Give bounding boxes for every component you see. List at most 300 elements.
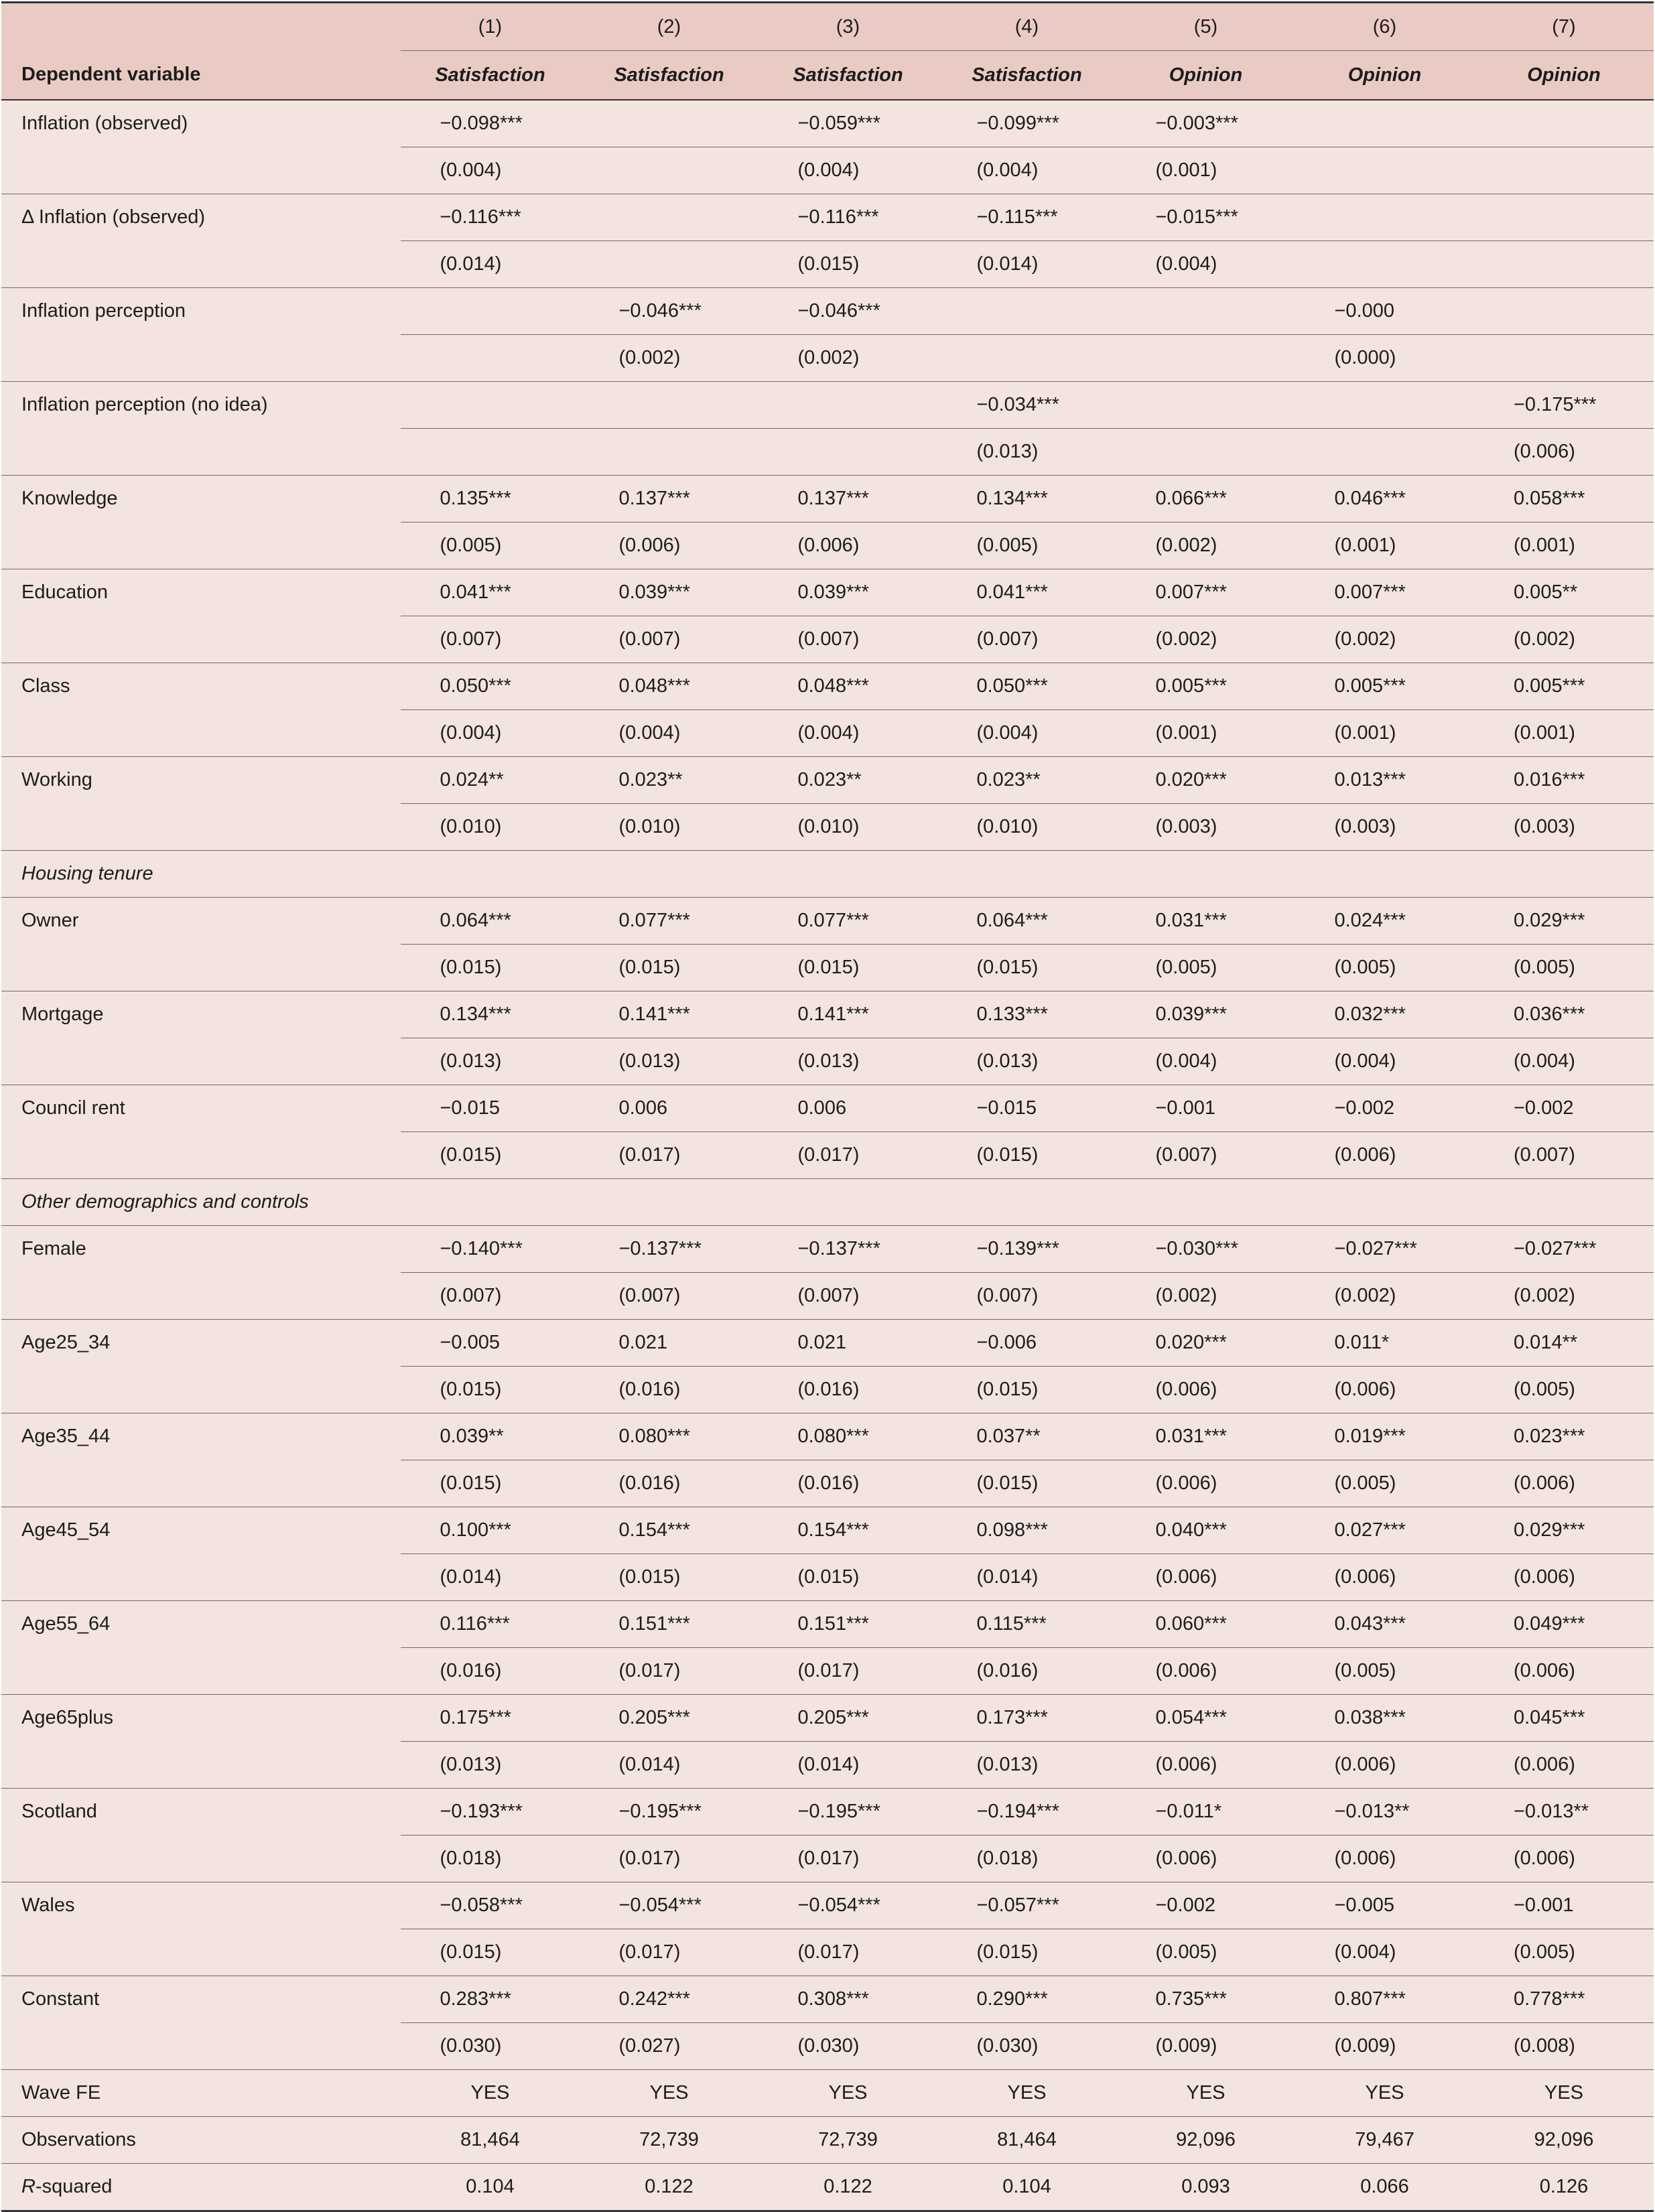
standard-error-value: (0.007) [440,1285,502,1306]
table-body [1,100,1654,2211]
standard-error-cell [1295,804,1474,851]
coefficient-value: −0.001 [1155,1097,1216,1119]
standard-error-value: (0.014) [797,1754,860,1775]
coefficient-value: −0.027*** [1514,1238,1597,1259]
standard-error-value: (0.005) [1155,957,1217,978]
standard-error-cell [401,335,580,382]
dependent-variable-name: Opinion [1474,51,1654,100]
dependent-variable-name: Satisfaction [580,51,758,100]
standard-error-cell [937,523,1116,569]
coefficient-value: 0.154*** [618,1519,690,1541]
statistic-value: YES [937,2070,1116,2117]
coefficient-cell [1116,991,1295,1038]
standard-error-cell [580,2023,758,2070]
standard-error-cell [1474,523,1654,569]
coefficient-value: 0.060*** [1155,1613,1227,1635]
standard-error-cell [1474,241,1654,288]
standard-error-value: (0.015) [440,1941,502,1963]
standard-error-cell [580,241,758,288]
coefficient-value: 0.038*** [1334,1707,1406,1728]
standard-error-value: (0.008) [1514,2035,1575,2057]
coefficient-cell [937,1413,1116,1460]
column-number: (1) [401,3,580,51]
coefficient-value: 0.023** [618,769,683,790]
coefficient-value: −0.046*** [797,300,880,322]
standard-error-cell [937,616,1116,663]
coefficient-value: 0.037** [976,1426,1041,1447]
standard-error-value: (0.006) [1334,1566,1396,1588]
coefficient-cell [580,757,758,804]
standard-error-cell [580,1836,758,1882]
statistic-value: 0.122 [758,2164,937,2211]
standard-error-value: (0.006) [1334,1848,1396,1869]
standard-error-cell [580,616,758,663]
variable-label: Class [1,663,401,757]
standard-error-cell [1295,710,1474,757]
standard-error-cell [580,1038,758,1085]
coefficient-cell [1474,1320,1654,1367]
standard-error-value: (0.006) [1155,1566,1217,1588]
standard-error-value: (0.017) [618,1660,681,1681]
coefficient-value: 0.100*** [440,1519,511,1541]
coefficient-cell [937,476,1116,523]
coefficient-cell [401,898,580,945]
coefficient-cell [401,1976,580,2023]
standard-error-cell [937,1648,1116,1695]
coefficient-value: 0.005** [1514,581,1578,603]
standard-error-cell [1116,429,1295,476]
standard-error-value: (0.015) [440,1144,502,1166]
statistic-value: 0.093 [1116,2164,1295,2211]
standard-error-cell [580,945,758,991]
standard-error-value: (0.001) [1514,535,1575,556]
standard-error-value: (0.007) [797,1285,860,1306]
coefficient-cell [580,1413,758,1460]
standard-error-value: (0.002) [1514,1285,1575,1306]
coefficient-cell [580,382,758,429]
standard-error-value: (0.004) [1155,1050,1217,1072]
variable-label: Working [1,757,401,851]
standard-error-value: (0.015) [797,1566,860,1588]
standard-error-cell [1474,1554,1654,1601]
coefficient-value: 0.006 [618,1097,668,1119]
standard-error-cell [1295,1367,1474,1413]
standard-error-cell [758,1367,937,1413]
coefficient-cell [937,1507,1116,1554]
standard-error-cell [937,1367,1116,1413]
coefficient-value: 0.151*** [618,1613,690,1635]
standard-error-value: (0.015) [440,1379,502,1400]
standard-error-cell [401,2023,580,2070]
coefficient-cell [937,663,1116,710]
coefficient-value: −0.011* [1155,1801,1222,1822]
coefficient-cell [758,1413,937,1460]
standard-error-value: (0.005) [1514,1379,1575,1400]
coefficient-cell [401,991,580,1038]
standard-error-cell [758,335,937,382]
coefficient-cell [758,757,937,804]
standard-error-cell [758,945,937,991]
column-number: (5) [1116,3,1295,51]
standard-error-cell [937,429,1116,476]
coefficient-value: 0.173*** [976,1707,1048,1728]
coefficient-value: −0.195*** [618,1801,702,1822]
standard-error-value: (0.006) [1514,1660,1575,1681]
statistic-value: 0.126 [1474,2164,1654,2211]
coefficient-value: 0.154*** [797,1519,869,1541]
coefficient-value: −0.139*** [976,1238,1059,1259]
standard-error-value: (0.015) [976,1472,1039,1494]
standard-error-cell [1116,2023,1295,2070]
standard-error-cell [1474,1648,1654,1695]
coefficient-value: 0.029*** [1514,1519,1585,1541]
coefficient-value: 0.050*** [440,675,511,697]
coefficient-value: 0.049*** [1514,1613,1585,1635]
variable-label: Owner [1,898,401,991]
standard-error-cell [937,1273,1116,1320]
coefficient-value: 0.046*** [1334,488,1406,509]
coefficient-cell [401,382,580,429]
standard-error-cell [1474,2023,1654,2070]
standard-error-value: (0.015) [618,957,681,978]
standard-error-value: (0.018) [976,1848,1039,1869]
coefficient-value: −0.054*** [618,1894,702,1916]
coefficient-value: 0.039*** [797,581,869,603]
coefficient-value: −0.057*** [976,1894,1059,1916]
standard-error-value: (0.007) [797,628,860,650]
standard-error-cell [401,616,580,663]
coefficient-cell [1116,898,1295,945]
standard-error-cell [401,523,580,569]
standard-error-cell [401,1273,580,1320]
standard-error-value: (0.014) [618,1754,681,1775]
coefficient-value: 0.041*** [440,581,511,603]
coefficient-cell [1295,1601,1474,1648]
statistic-value: YES [1116,2070,1295,2117]
coefficient-cell [937,757,1116,804]
coefficient-value: 0.027*** [1334,1519,1406,1541]
coefficient-row [1,1320,1654,1367]
statistic-label [1,2164,401,2211]
standard-error-value: (0.013) [797,1050,860,1072]
standard-error-cell [758,1929,937,1976]
coefficient-cell [580,1226,758,1273]
coefficient-cell [580,1882,758,1929]
standard-error-value: (0.016) [797,1472,860,1494]
coefficient-cell [1116,757,1295,804]
coefficient-cell [1116,1882,1295,1929]
coefficient-cell [1295,1695,1474,1742]
standard-error-value: (0.013) [976,1050,1039,1072]
standard-error-value: (0.007) [1155,1144,1217,1166]
coefficient-row [1,757,1654,804]
coefficient-cell [401,757,580,804]
standard-error-cell [1474,1836,1654,1882]
coefficient-row [1,1226,1654,1273]
regression-table [1,1,1654,2212]
coefficient-value: 0.016*** [1514,769,1585,790]
coefficient-value: 0.735*** [1155,1988,1227,2010]
standard-error-cell [758,1132,937,1179]
standard-error-cell [1116,1742,1295,1789]
standard-error-cell [1116,241,1295,288]
coefficient-value: −0.005 [1334,1894,1395,1916]
coefficient-cell [1116,288,1295,335]
variable-label: Age35_44 [1,1413,401,1507]
coefficient-value: 0.807*** [1334,1988,1406,2010]
standard-error-value: (0.017) [618,1941,681,1963]
standard-error-cell [1116,616,1295,663]
standard-error-cell [937,335,1116,382]
standard-error-value: (0.004) [797,722,860,744]
coefficient-value: 0.778*** [1514,1988,1585,2010]
standard-error-value: (0.002) [1514,628,1575,650]
coefficient-row [1,898,1654,945]
coefficient-value: −0.005 [440,1332,501,1353]
coefficient-cell [1116,1413,1295,1460]
coefficient-value: 0.007*** [1334,581,1406,603]
coefficient-cell [401,1882,580,1929]
variable-label: Inflation perception (no idea) [1,382,401,476]
coefficient-cell [580,100,758,147]
coefficient-cell [1116,569,1295,616]
standard-error-value: (0.009) [1155,2035,1217,2057]
standard-error-value: (0.000) [1334,347,1396,368]
standard-error-cell [580,523,758,569]
standard-error-cell [758,523,937,569]
coefficient-value: −0.058*** [440,1894,523,1916]
coefficient-value: 0.007*** [1155,581,1227,603]
standard-error-cell [937,710,1116,757]
coefficient-cell [758,1601,937,1648]
standard-error-cell [1116,1929,1295,1976]
coefficient-value: −0.115*** [976,206,1058,228]
coefficient-value: 0.064*** [976,910,1048,931]
standard-error-cell [580,335,758,382]
variable-label: Inflation (observed) [1,100,401,194]
variable-label: Age25_34 [1,1320,401,1413]
standard-error-value: (0.015) [976,1941,1039,1963]
standard-error-value: (0.015) [440,957,502,978]
standard-error-cell [937,1836,1116,1882]
standard-error-cell [580,1367,758,1413]
standard-error-cell [1116,1273,1295,1320]
coefficient-value: −0.195*** [797,1801,880,1822]
coefficient-cell [580,194,758,241]
standard-error-value: (0.010) [618,816,681,837]
standard-error-cell [1116,1132,1295,1179]
standard-error-cell [1116,804,1295,851]
coefficient-cell [401,476,580,523]
coefficient-cell [401,1507,580,1554]
coefficient-value: 0.024*** [1334,910,1406,931]
coefficient-cell [401,288,580,335]
standard-error-cell [758,1460,937,1507]
standard-error-cell [758,1554,937,1601]
coefficient-value: −0.137*** [797,1238,880,1259]
coefficient-value: 0.021 [618,1332,668,1353]
coefficient-value: 0.134*** [976,488,1048,509]
standard-error-value: (0.014) [976,253,1039,275]
standard-error-value: (0.005) [1334,1472,1396,1494]
dependent-variable-name: Opinion [1116,51,1295,100]
standard-error-value: (0.006) [1155,1472,1217,1494]
statistic-row [1,2117,1654,2164]
standard-error-value: (0.004) [1155,253,1217,275]
coefficient-cell [937,100,1116,147]
coefficient-value: 0.205*** [618,1707,690,1728]
coefficient-cell [580,569,758,616]
statistic-value: YES [1295,2070,1474,2117]
variable-label: Inflation perception [1,288,401,382]
standard-error-value: (0.006) [1155,1754,1217,1775]
coefficient-value: 0.039*** [1155,1004,1227,1025]
standard-error-value: (0.014) [440,253,502,275]
standard-error-value: (0.005) [976,535,1039,556]
coefficient-value: −0.015*** [1155,206,1238,228]
standard-error-cell [1474,1929,1654,1976]
statistic-value: 0.104 [401,2164,580,2211]
standard-error-value: (0.016) [976,1660,1039,1681]
coefficient-value: 0.133*** [976,1004,1048,1025]
statistic-value: 92,096 [1116,2117,1295,2164]
standard-error-cell [1295,1836,1474,1882]
standard-error-value: (0.030) [976,2035,1039,2057]
standard-error-value: (0.017) [797,1660,860,1681]
standard-error-cell [1474,1742,1654,1789]
standard-error-value: (0.007) [1514,1144,1575,1166]
coefficient-value: 0.023** [976,769,1041,790]
standard-error-cell [1295,429,1474,476]
coefficient-value: 0.242*** [618,1988,690,2010]
standard-error-cell [758,1648,937,1695]
coefficient-cell [1116,100,1295,147]
coefficient-cell [937,1695,1116,1742]
standard-error-value: (0.006) [1155,1848,1217,1869]
standard-error-cell [401,241,580,288]
coefficient-row [1,991,1654,1038]
coefficient-cell [758,382,937,429]
standard-error-cell [401,1038,580,1085]
coefficient-row [1,100,1654,147]
header-row-numbers [1,3,1654,51]
standard-error-value: (0.002) [797,347,860,368]
coefficient-cell [1116,1507,1295,1554]
coefficient-cell [758,569,937,616]
variable-label: Age65plus [1,1695,401,1789]
coefficient-cell [1116,663,1295,710]
statistic-value: 72,739 [580,2117,758,2164]
standard-error-cell [1474,804,1654,851]
standard-error-cell [1116,335,1295,382]
coefficient-cell [758,1320,937,1367]
coefficient-row [1,194,1654,241]
coefficient-cell [580,288,758,335]
coefficient-row [1,288,1654,335]
standard-error-cell [401,1648,580,1695]
standard-error-value: (0.015) [618,1566,681,1588]
coefficient-cell [1295,1789,1474,1836]
coefficient-value: −0.194*** [976,1801,1059,1822]
coefficient-value: −0.193*** [440,1801,523,1822]
standard-error-value: (0.015) [976,1144,1039,1166]
coefficient-cell [1474,288,1654,335]
coefficient-cell [580,991,758,1038]
standard-error-value: (0.016) [440,1660,502,1681]
standard-error-cell [937,1929,1116,1976]
coefficient-cell [401,1226,580,1273]
coefficient-cell [1474,757,1654,804]
coefficient-cell [401,194,580,241]
section-header-row [1,851,1654,898]
coefficient-cell [580,1085,758,1132]
coefficient-value: 0.134*** [440,1004,511,1025]
coefficient-cell [758,663,937,710]
standard-error-value: (0.007) [440,628,502,650]
coefficient-row [1,569,1654,616]
coefficient-cell [758,288,937,335]
standard-error-cell [401,1554,580,1601]
coefficient-cell [758,1789,937,1836]
coefficient-cell [1295,569,1474,616]
coefficient-value: 0.005*** [1514,675,1585,697]
standard-error-cell [1116,147,1295,194]
standard-error-cell [580,1460,758,1507]
coefficient-cell [401,100,580,147]
section-label: Housing tenure [1,851,1654,898]
column-number: (4) [937,3,1116,51]
standard-error-cell [401,945,580,991]
standard-error-cell [758,1273,937,1320]
statistic-value: YES [580,2070,758,2117]
variable-label: Female [1,1226,401,1320]
coefficient-value: −0.034*** [976,394,1059,415]
variable-label: Age55_64 [1,1601,401,1695]
coefficient-cell [1474,1413,1654,1460]
standard-error-cell [758,616,937,663]
standard-error-value: (0.010) [440,816,502,837]
coefficient-cell [1474,1976,1654,2023]
coefficient-cell [1116,1976,1295,2023]
standard-error-value: (0.016) [797,1379,860,1400]
standard-error-value: (0.004) [618,722,681,744]
standard-error-value: (0.003) [1334,816,1396,837]
section-header-row [1,1179,1654,1226]
coefficient-value: −0.059*** [797,113,880,134]
standard-error-cell [937,945,1116,991]
coefficient-cell [937,194,1116,241]
column-number: (6) [1295,3,1474,51]
coefficient-cell [1295,100,1474,147]
coefficient-value: −0.002 [1155,1894,1216,1916]
coefficient-value: 0.020*** [1155,769,1227,790]
standard-error-cell [1116,710,1295,757]
coefficient-value: 0.066*** [1155,488,1227,509]
standard-error-cell [580,804,758,851]
coefficient-value: 0.283*** [440,1988,511,2010]
statistic-value: YES [401,2070,580,2117]
standard-error-value: (0.005) [1514,1941,1575,1963]
standard-error-value: (0.017) [797,1848,860,1869]
standard-error-cell [1474,945,1654,991]
standard-error-value: (0.017) [797,1941,860,1963]
standard-error-value: (0.010) [797,816,860,837]
coefficient-value: −0.175*** [1514,394,1597,415]
coefficient-cell [1295,1507,1474,1554]
coefficient-cell [1474,1085,1654,1132]
coefficient-cell [1295,1882,1474,1929]
standard-error-value: (0.013) [440,1754,502,1775]
